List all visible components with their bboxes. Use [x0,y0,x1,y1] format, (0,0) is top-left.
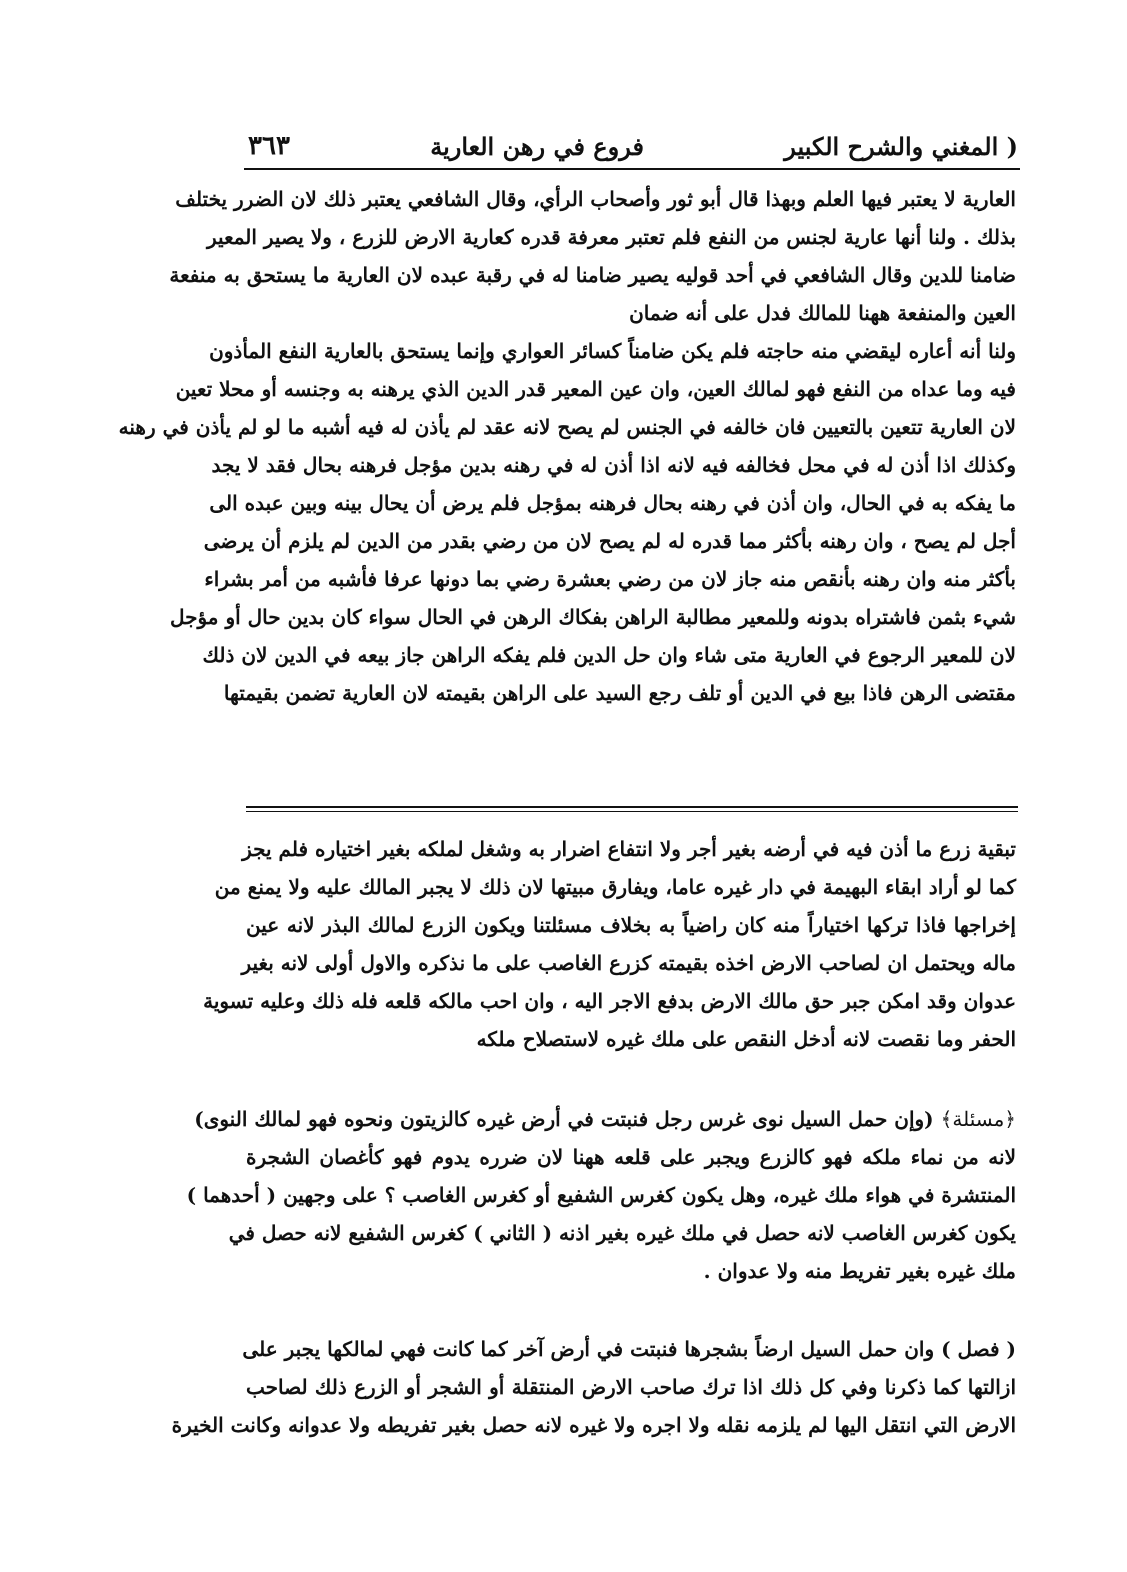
text-line: يكون كغرس الغاصب لانه حصل في ملك غيره بغير اذنه ( الثاني ) كغرس الشفيع لانه حصل في [228,1221,1016,1245]
masala-heading-line [194,1100,1016,1138]
text-line: بذلك . ولنا أنها عارية لجنس من النفع فلم تعتبر معرفة قدره كعارية الارض للزرع ، ولا يصير المعير [207,225,1016,249]
page-number: ٣٦٣ [248,131,290,161]
text-line: وكذلك اذا أذن له في محل فخالفه فيه لانه اذا أذن له في رهنه بدين مؤجل فرهنه بحال فقد لا يجد [211,453,1016,477]
text-line: ملك غيره بغير تفريط منه ولا عدوان . [703,1259,1016,1283]
text-line: مقتضى الرهن فاذا بيع في الدين أو تلف رجع السيد على الراهن بقيمته لان العارية تضمن بقيمتها [223,681,1016,705]
text-line: العارية لا يعتبر فيها العلم وبهذا قال أبو ثور وأصحاب الرأي، وقال الشافعي يعتبر ذلك لان الضرر يختلف [175,187,1016,211]
text-line: ازالتها كما ذكرنا وفي كل ذلك اذا ترك صاحب الارض المنتقلة أو الشجر أو الزرع ذلك لصاحب [246,1375,1016,1399]
text-line: لان للمعير الرجوع في العارية متى شاء وان حل الدين فلم يفكه الراهن جاز بيعه في الدين لان ذلك [202,643,1016,667]
text-line: الارض التي انتقل اليها لم يلزمه نقله ولا اجره ولا غيره لانه حصل بغير تفريطه ولا عدوانه وكانت الخيرة [171,1413,1016,1437]
text-line: إخراجها فاذا تركها اختياراً منه كان راضياً به بخلاف مسئلتنا ويكون الزرع لمالك البذر لانه عين [246,913,1016,937]
text-line: لان العارية تتعين بالتعيين فان خالفه في الجنس لم يصح لانه عقد لم يأذن له فيه أشبه ما لو لم يأذن في رهنه [118,415,1016,439]
fasl-section [171,1330,1016,1444]
text-line: ( فصل ) وان حمل السيل ارضاً بشجرها فنبتت في أرض آخر كما كانت فهي لمالكها يجبر على [242,1337,1016,1361]
header-rule [244,168,1020,170]
text-line: ماله ويحتمل ان لصاحب الارض اخذه بقيمته كزرع الغاصب على ما نذكره والاول أولى لانه بغير [241,951,1016,975]
text-line: بأكثر منه وان رهنه بأنقص منه جاز لان من رضي بعشرة رضي بما دونها عرفا فأشبه من أمر بشراء [204,567,1016,591]
text-line: العين والمنفعة ههنا للمالك فدل على أنه ضمان [629,301,1016,325]
text-line: المنتشرة في هواء ملك غيره، وهل يكون كغرس الشفيع أو كغرس الغاصب ؟ على وجهين ( أحدهما ) [186,1183,1016,1207]
main-text [118,180,1016,712]
text-line: ضامنا للدين وقال الشافعي في أحد قوليه يصير ضامنا له في رقبة عبده لان العارية ما يستحق به منفعة [169,263,1016,287]
masala-label: ﴿مسئلة﴾ [940,1107,1016,1131]
text-line: ما يفكه به في الحال، وان أذن في رهنه بحال فرهنه بمؤجل فلم يرض أن يحال بينه وبين عبده الى [209,491,1016,515]
text-line: شيء بثمن فاشتراه بدونه وللمعير مطالبة الراهن بفكاك الرهن في الحال سواء كان بدين حال أو مؤجل [169,605,1016,629]
text-line: تبقية زرع ما أذن فيه في أرضه بغير أجر ولا انتفاع اضرار به وشغل لملكه بغير اختياره فلم يجز [242,837,1016,861]
text-line: لانه من نماء ملكه فهو كالزرع ويجبر على قلعه ههنا لان ضرره يدوم فهو كأغصان الشجرة [246,1145,1016,1169]
book-title: ( المغني والشرح الكبير [784,131,1018,161]
lower-text [203,830,1016,1058]
text-line: أجل لم يصح ، وان رهنه بأكثر مما قدره له لم يصح لان من رضي بقدر من الدين لم يلزم أن يرضى [203,529,1016,553]
masala-heading: (وإن حمل السيل نوى غرس رجل فنبتت في أرض غيره كالزيتون ونحوه فهو لمالك النوى) [194,1107,934,1131]
text-line: الحفر وما نقصت لانه أدخل النقص على ملك غيره لاستصلاح ملكه [476,1027,1016,1051]
text-line: فيه وما عداه من النفع فهو لمالك العين، وان عين المعير قدر الدين الذي يرهنه به وجنسه أو محلا تعين [175,377,1016,401]
running-header [248,128,1018,164]
text-line: ولنا أنه أعاره ليقضي منه حاجته فلم يكن ضامناً كسائر العواري وإنما يستحق بالعارية النفع المأذون [209,339,1016,363]
text-line: عدوان وقد امكن جبر حق مالك الارض بدفع الاجر اليه ، وان احب مالكه قلعه فله ذلك وعليه تسوية [203,989,1016,1013]
masala-section [186,1100,1016,1290]
section-divider [246,806,1018,808]
section-divider-thin [246,811,1018,812]
section-title: فروع في رهن العارية [430,131,644,161]
text-line: كما لو أراد ابقاء البهيمة في دار غيره عاما، ويفارق مبيتها لان ذلك لا يجبر المالك عليه ولا يمنع من [214,875,1016,899]
